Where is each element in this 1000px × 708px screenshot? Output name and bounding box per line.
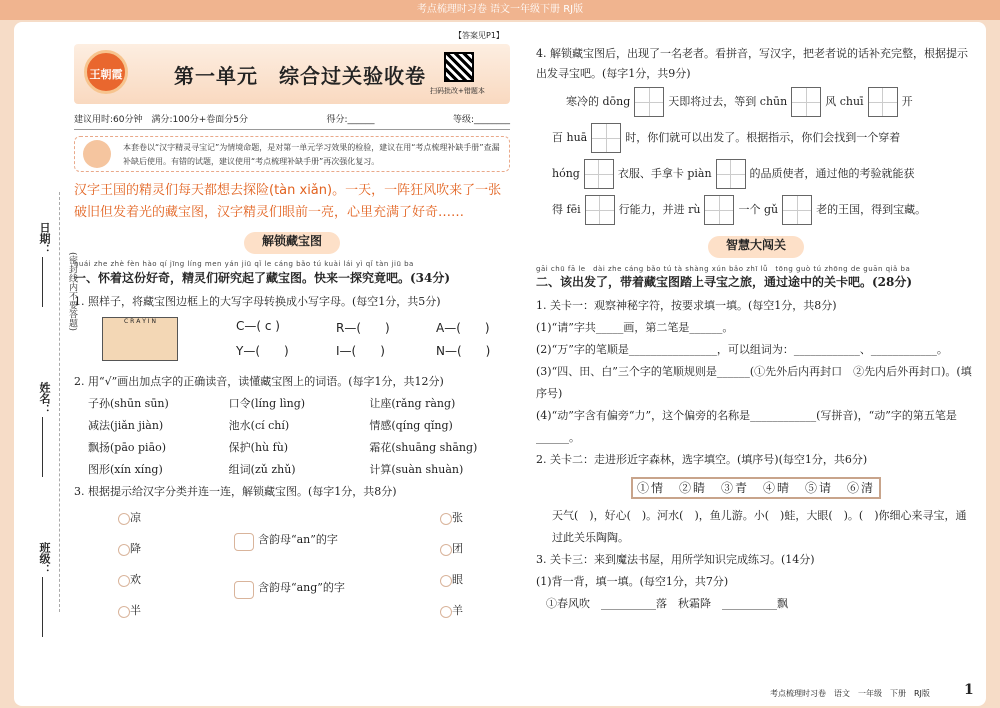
section2-heading: 二、该出发了，带着藏宝图踏上寻宝之旅，通过途中的关卡吧。(28分)	[536, 275, 913, 289]
question-4: 4. 解锁藏宝图后，出现了一名老者。看拼音，写汉字，把老者说的话补充完整，根据提示出发寻宝吧。(每字1分，共9分)	[536, 47, 968, 80]
char-box[interactable]	[585, 195, 615, 225]
q4-text: 得 fēi	[552, 203, 581, 216]
right-key-column	[440, 505, 470, 629]
letter-item[interactable]: A—( )	[436, 321, 490, 335]
key-char[interactable]: 降	[118, 536, 148, 562]
q4-text: 百 huā	[552, 131, 588, 144]
notice-box	[74, 136, 510, 172]
page-title: 第一单元 综合过关验收卷	[174, 64, 426, 88]
gate-2: 2. 关卡二：走进形近字森林，选字填空。(填序号)(每空1分，共6分)	[536, 453, 868, 466]
key-char[interactable]: 凉	[118, 505, 148, 531]
story-intro: 汉字王国的精灵们每天都想去探险(tàn xiǎn)。一天，一阵狂风吹来了一张破旧但发着光的藏宝图，汉字精灵们眼前一亮，心里充满了好奇……	[74, 183, 502, 220]
brand-logo: 王朝霞	[84, 50, 128, 94]
reading-item[interactable]: 减法(jiǎn jiàn)	[88, 419, 164, 432]
section-pill-unlock-map: 解锁藏宝图	[244, 232, 340, 254]
choice-box: ①情 ②睛 ③青 ④晴 ⑤请 ⑥清	[631, 477, 881, 499]
date-line	[42, 257, 43, 307]
section2-pinyin: gāi chū fā le dài zhe cáng bǎo tú tà shàng xún bǎo zhī lǚ tōng guò tú zhōng de guān qiǎ ba	[536, 265, 911, 273]
reading-item[interactable]: 池水(cí chí)	[228, 419, 290, 432]
gate-3: 3. 关卡三：来到魔法书屋，用所学知识完成练习。(14分)	[536, 553, 815, 566]
seal-line	[59, 192, 60, 612]
qr-code-icon[interactable]	[444, 52, 474, 82]
seal-margin	[14, 22, 77, 706]
qr-caption: 扫码批改+错题本	[430, 87, 485, 95]
gate-3-a: (1)背一背，填一填。(每空1分，共7分)	[536, 575, 729, 588]
reading-item[interactable]: 口令(líng lìng)	[228, 397, 306, 410]
reading-row	[88, 459, 510, 481]
letter-grid	[236, 319, 516, 359]
reading-item[interactable]: 让座(rǎng ràng)	[369, 397, 456, 410]
key-char[interactable]: 欢	[118, 567, 148, 593]
gate-1: 1. 关卡一：观察神秘字符，按要求填一填。(每空1分，共8分)	[536, 299, 837, 312]
section1-heading: 一、怀着这份好奇，精灵们研究起了藏宝图。快来一探究竟吧。(34分)	[74, 271, 451, 285]
reading-item[interactable]: 图形(xín xíng)	[88, 463, 163, 476]
letter-item[interactable]: R—( )	[336, 321, 390, 335]
reading-item[interactable]: 组词(zǔ zhǔ)	[228, 463, 296, 476]
char-box[interactable]	[591, 123, 621, 153]
page-number: 1	[964, 682, 974, 698]
char-box[interactable]	[704, 195, 734, 225]
map-border-letters: C R A Y I N	[124, 318, 156, 325]
gate-1-a[interactable]: (1)“请”字共_____画，第二笔是______。	[536, 321, 734, 334]
char-box[interactable]	[868, 87, 898, 117]
link-exercise	[74, 503, 510, 627]
answer-tag: 【答案见P1】	[454, 31, 504, 40]
key-char[interactable]: 半	[118, 598, 148, 624]
girl-mascot-icon	[83, 140, 111, 168]
seal-note: (密封线内不要答题)	[67, 252, 77, 332]
question-3: 3. 根据提示给汉字分类并连一连，解锁藏宝图。(每字1分，共8分)	[74, 485, 397, 498]
letter-exercise	[88, 313, 510, 371]
char-box[interactable]	[791, 87, 821, 117]
letter-item[interactable]: I—( )	[336, 344, 385, 358]
key-char[interactable]: 羊	[440, 598, 470, 624]
reading-row	[88, 415, 510, 437]
q4-text: 行能力，并进 rù	[618, 203, 701, 216]
date-label: 日期：	[38, 222, 51, 255]
q4-text: 老的王国，得到宝藏。	[816, 203, 927, 216]
notice-text: 本套卷以“汉字精灵寻宝记”为情境命题，是对第一单元学习效果的检验，建议在用“考点梳理补缺手册”查漏补缺后使用。有错的试题，建议使用“考点梳理补缺手册”再次强化复习。	[123, 143, 500, 166]
reading-row	[88, 437, 510, 459]
reading-item[interactable]: 霜花(shuāng shāng)	[369, 441, 478, 454]
q4-text: 一个 gǔ	[738, 203, 779, 216]
reading-item[interactable]: 保护(hù fù)	[228, 441, 289, 454]
q4-text: 时，你们就可以出发了。根据指示，你们会找到一个穿着	[625, 131, 901, 144]
right-column	[536, 44, 976, 615]
q4-line-4	[536, 192, 976, 228]
char-box[interactable]	[584, 159, 614, 189]
q4-text: 天即将过去，等到 chūn	[668, 95, 788, 108]
reading-item[interactable]: 子孙(shūn sūn)	[88, 397, 169, 410]
name-line	[42, 417, 43, 477]
lock-an[interactable]: 含韵母“an”的字	[234, 531, 338, 553]
lock-ang[interactable]: 含韵母“ang”的字	[234, 579, 345, 601]
gate-3-b[interactable]: ①春风吹 __________落 秋霜降 __________飘	[546, 597, 788, 610]
key-char[interactable]: 眼	[440, 567, 470, 593]
q4-text: 开	[901, 95, 913, 108]
section1-pinyin: huái zhe zhè fèn hào qí jīng líng men yán jiū qǐ le cáng bǎo tú kuài lái yì qǐ tàn jiū ba	[74, 260, 414, 268]
q4-text: 衣服、手拿卡 piàn	[617, 167, 712, 180]
letter-item[interactable]: Y—( )	[236, 344, 289, 358]
char-box[interactable]	[634, 87, 664, 117]
key-char[interactable]: 团	[440, 536, 470, 562]
reading-item[interactable]: 飘扬(pāo piāo)	[88, 441, 167, 454]
class-label: 班级：	[38, 542, 51, 575]
name-label: 姓名：	[38, 382, 51, 415]
time-score-info: 建议用时:60分钟 满分:100分+卷面分5分	[74, 115, 248, 125]
treasure-map-icon	[102, 317, 178, 361]
char-box[interactable]	[782, 195, 812, 225]
left-column	[74, 31, 510, 627]
letter-item[interactable]: N—( )	[436, 344, 491, 358]
q4-text: 寒冷的 dōng	[566, 95, 631, 108]
question-2: 2. 用“√”画出加点字的正确读音，读懂藏宝图上的词语。(每字1分，共12分)	[74, 375, 444, 388]
reading-item[interactable]: 计算(suàn shuàn)	[369, 463, 464, 476]
gate-2-fill[interactable]: 天气( )，好心( )。河水( )，鱼儿游。小( )蛙，大眼( )。( )你细心来寻宝，通过此关乐陶陶。	[552, 509, 967, 544]
reading-table	[74, 393, 510, 481]
gate-1-c[interactable]: (3)“四、田、白”三个字的笔顺规则是______(①先外后内再封口 ②先内后外再封口)。(填序号)	[536, 365, 972, 400]
key-char[interactable]: 张	[440, 505, 470, 531]
section-pill-challenge: 智慧大闯关	[708, 236, 804, 258]
score-field[interactable]: 得分:______	[326, 115, 375, 125]
class-line	[42, 577, 43, 637]
exam-meta	[74, 112, 510, 130]
q4-text: hóng	[552, 167, 580, 180]
left-key-column	[118, 505, 148, 629]
top-banner: 考点梳理时习卷 语文一年级下册 RJ版	[0, 0, 1000, 20]
paper-header	[74, 31, 510, 104]
char-box[interactable]	[716, 159, 746, 189]
reading-item[interactable]: 情感(qíng qǐng)	[369, 419, 453, 432]
gate-1-d[interactable]: (4)“动”字含有偏旁“力”，这个偏旁的名称是____________(写拼音)，“动”字的第五笔是______。	[536, 409, 957, 444]
q4-line-1	[536, 84, 976, 120]
footer-info: 考点梳理时习卷 语文 一年级 下册 RJ版	[770, 689, 930, 698]
reading-row	[88, 393, 510, 415]
grade-field[interactable]: 等级:________	[452, 115, 510, 125]
letter-item[interactable]: C—( c )	[236, 319, 280, 333]
q4-line-2	[536, 120, 976, 156]
exam-sheet	[14, 22, 986, 706]
question-1: 1. 照样子，将藏宝图边框上的大写字母转换成小写字母。(每空1分，共5分)	[74, 295, 441, 308]
gate-1-b[interactable]: (2)“万”字的笔顺是________________，可以组词为：____________、____________。	[536, 343, 948, 356]
q4-line-3	[536, 156, 976, 192]
q4-text: 风 chuī	[825, 95, 864, 108]
q4-text: 的品质使者，通过他的考验就能获	[749, 167, 915, 180]
